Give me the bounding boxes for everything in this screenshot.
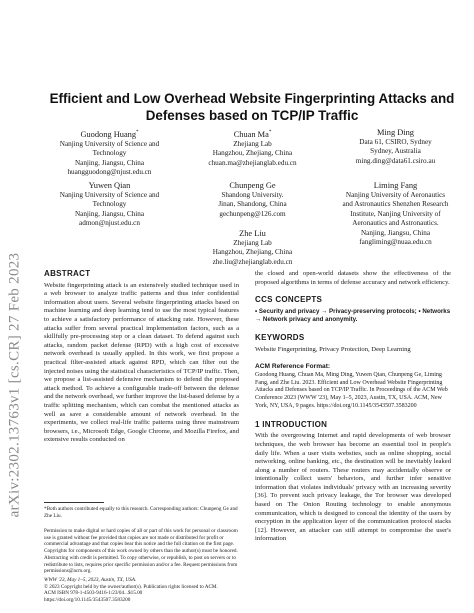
author-affiliation: Nanjing University of Science and	[59, 191, 160, 199]
author-name: Zhe Liu	[239, 229, 266, 238]
author-block	[180, 228, 325, 267]
author-location: Nanjing, Jiangsu, China	[360, 228, 431, 237]
author-block	[180, 180, 325, 219]
author-location: Nanjing, Jiangsu, China	[74, 209, 145, 218]
author-footnote	[44, 502, 239, 519]
permission-notice: Permission to make digital or hard copies of all or part of this work for personal or classroom use is granted without fee provided that copies are not made or distributed for profit or commercial advantage and that copies bear this notice and the full citation on the first page. Copyrights for components of this work owned by others than the author(s) must be honored. Abstracting with credit is permitted. To copy otherwise, or republish, to post on servers or to redistribute to lists, requires prior specific permission and/or a fee. Request permissions from permissions@acm.org.	[44, 528, 238, 575]
author-affiliation: and Astronautics Shenzhen Research	[342, 200, 449, 209]
footnote-text: *Both authors contributed equally to this research. Corresponding authors: Chunpeng Ge and Zhe Liu.	[44, 506, 238, 519]
author-location: Hangzhou, Zhejiang, China	[212, 248, 293, 257]
author-location: Jinan, Shandong, China	[218, 200, 287, 209]
arxiv-stamp-text: arXiv:2302.13763v1 [cs.CR] 27 Feb 2023	[6, 252, 23, 518]
author-block	[180, 127, 325, 168]
author-name: Yuwen Qian	[88, 181, 131, 190]
author-email: fangliming@nuaa.edu.cn	[359, 238, 432, 247]
introduction-heading: 1 INTRODUCTION	[255, 419, 328, 429]
left-column	[44, 270, 239, 445]
author-location: Nanjing, Jiangsu, China	[74, 158, 145, 167]
author-email: admon@njust.edu.cn	[79, 219, 140, 228]
abstract-continuation: the closed and open-world datasets show the effectiveness of the proposed algorithms in terms of defense accuracy and network efficiency.	[255, 270, 451, 286]
author-affiliation: Zhejiang Lab	[233, 139, 272, 148]
author-email: gechunpeng@126.com	[219, 209, 286, 218]
abstract-text: Website fingerprinting attack is an extensively studied technique used in a web browser to analyze traffic patterns and thus infer confidential information about users. Several website fingerprinting attacks based on machine learning and deep learning tend to use the most typical features to achieve a satisfactory performance of attacking rate. However, these attacks suffer from several practical implementation factors, such as a skillfully pre-processing step or a clean dataset. To defend against such attacks, random packet defense (RPD) with a high cost of excessive network overhead is usually applied. In this work, we first propose a practical filter-assisted attack against RPD, which can filter out the injected noises using the statistical characteristics of TCP/IP traffic. Then, we propose a list-assisted defensive mechanism to defend the proposed attack method. To achieve a configurable trade-off between the defense and the network overhead, we further improve the list-based defense by a traffic splitting mechanism, which can combat the mentioned attacks as well as save a considerable amount of network overhead. In the experiments, we collect real-life traffic patterns using three mainstream browsers, i.e., Microsoft Edge, Google Chrome, and Mozilla Firefox, and extensive results conducted on	[44, 281, 239, 444]
title-line-1: Efficient and Low Overhead Website Fingerprinting Attacks and	[49, 91, 455, 106]
footnote-rule	[44, 502, 104, 503]
arxiv-stamp	[2, 175, 28, 595]
author-block	[323, 127, 468, 166]
author-affiliation: Nanjing University of Aeronautics	[345, 191, 446, 199]
author-block	[37, 180, 182, 229]
author-affiliation: Aeronautics and Astronautics.	[352, 219, 439, 228]
author-affiliation: Data 61, CSIRO, Sydney	[359, 138, 432, 146]
author-affiliation: Technology	[92, 200, 127, 209]
author-email: zhe.liu@zhejianglab.edu.cn	[212, 257, 293, 266]
author-email: ming.ding@data61.csiro.au	[355, 156, 436, 165]
paper-page	[37, 0, 467, 613]
author-name: Chunpeng Ge	[229, 181, 276, 190]
ccs-heading: CCS CONCEPTS	[255, 295, 323, 305]
author-block	[323, 180, 468, 247]
right-column	[255, 270, 451, 544]
author-block	[37, 127, 182, 177]
author-email: chuan.ma@zhejianglab.edu.cn	[208, 158, 297, 167]
copyright-line: © 2023 Copyright held by the owner/author(s). Publication rights licensed to ACM.	[44, 583, 218, 590]
author-name: Liming Fang	[373, 181, 418, 190]
author-email: huangguodong@njust.edu.cn	[67, 168, 152, 177]
author-location: Sydney, Australia	[370, 147, 421, 156]
author-name: Guodong Huang*	[80, 129, 139, 139]
permission-block	[44, 528, 239, 604]
title-line-2: Defenses based on TCP/IP Traffic	[145, 108, 359, 123]
keywords-text: Website Fingerprinting, Privacy Protection, Deep Learning	[255, 345, 411, 353]
introduction-text: With the overgrowing Internet and rapid developments of web browser techniques, the web browser has become an essential tool in people's daily life. When a user visits websites, such as online shopping, social networking, online banking, etc., the destination will be inevitably leaked along a number of routers. These routers may accidentally observe or intentionally collect users' behaviors, and further infer sensitive information that violates individuals' privacy with an increasing severity [36]. To prevent such privacy leakage, the Tor browser was developed based on The Onion Routing technology to enable anonymous communication, which is designed to conceal the identity of the users by encryption in the application layer of the communication protocol stacks [12]. However, an attacker can still attempt to compromise the user's information	[255, 432, 451, 543]
author-location: Hangzhou, Zhejiang, China	[212, 149, 293, 158]
ccs-text: • Security and privacy → Privacy-preserving protocols; • Networks → Network privacy and anonymity.	[255, 307, 451, 324]
paper-title	[37, 90, 467, 124]
author-affiliation: Technology	[92, 149, 127, 158]
author-affiliation: Institute, Nanjing University of	[350, 209, 441, 218]
doi-link[interactable]: https://doi.org/10.1145/3543507.3583200	[44, 597, 131, 604]
author-affiliation: Zhejiang Lab	[233, 239, 272, 247]
author-affiliation: Shandong University.	[221, 191, 284, 199]
author-name: Ming Ding	[377, 128, 414, 137]
keywords-heading: KEYWORDS	[255, 332, 305, 342]
isbn-line: ACM ISBN 978-1-4503-9416-1/23/04...$15.00	[44, 590, 143, 597]
author-name: Chuan Ma*	[233, 129, 272, 139]
acm-reference-heading: ACM Reference Format:	[255, 363, 331, 371]
conference-line: WWW '23, May 1–5, 2023, Austin, TX, USA.	[44, 576, 137, 583]
abstract-heading: ABSTRACT	[44, 269, 91, 278]
acm-reference-text: Guodong Huang, Chuan Ma, Ming Ding, Yuwen Qian, Chunpeng Ge, Liming Fang, and Zhe Liu. 2023. Efficient and Low Overhead Website Fingerprinting Attacks and Defenses based on TCP/IP Traffic. In Proceedings of the ACM Web Conference 2023 (WWW '23), May 1–5, 2023, Austin, TX, USA. ACM, New York, NY, USA, 9 pages. https://doi.org/10.1145/3543507.3583200	[255, 371, 448, 409]
author-affiliation: Nanjing University of Science and	[59, 139, 160, 148]
